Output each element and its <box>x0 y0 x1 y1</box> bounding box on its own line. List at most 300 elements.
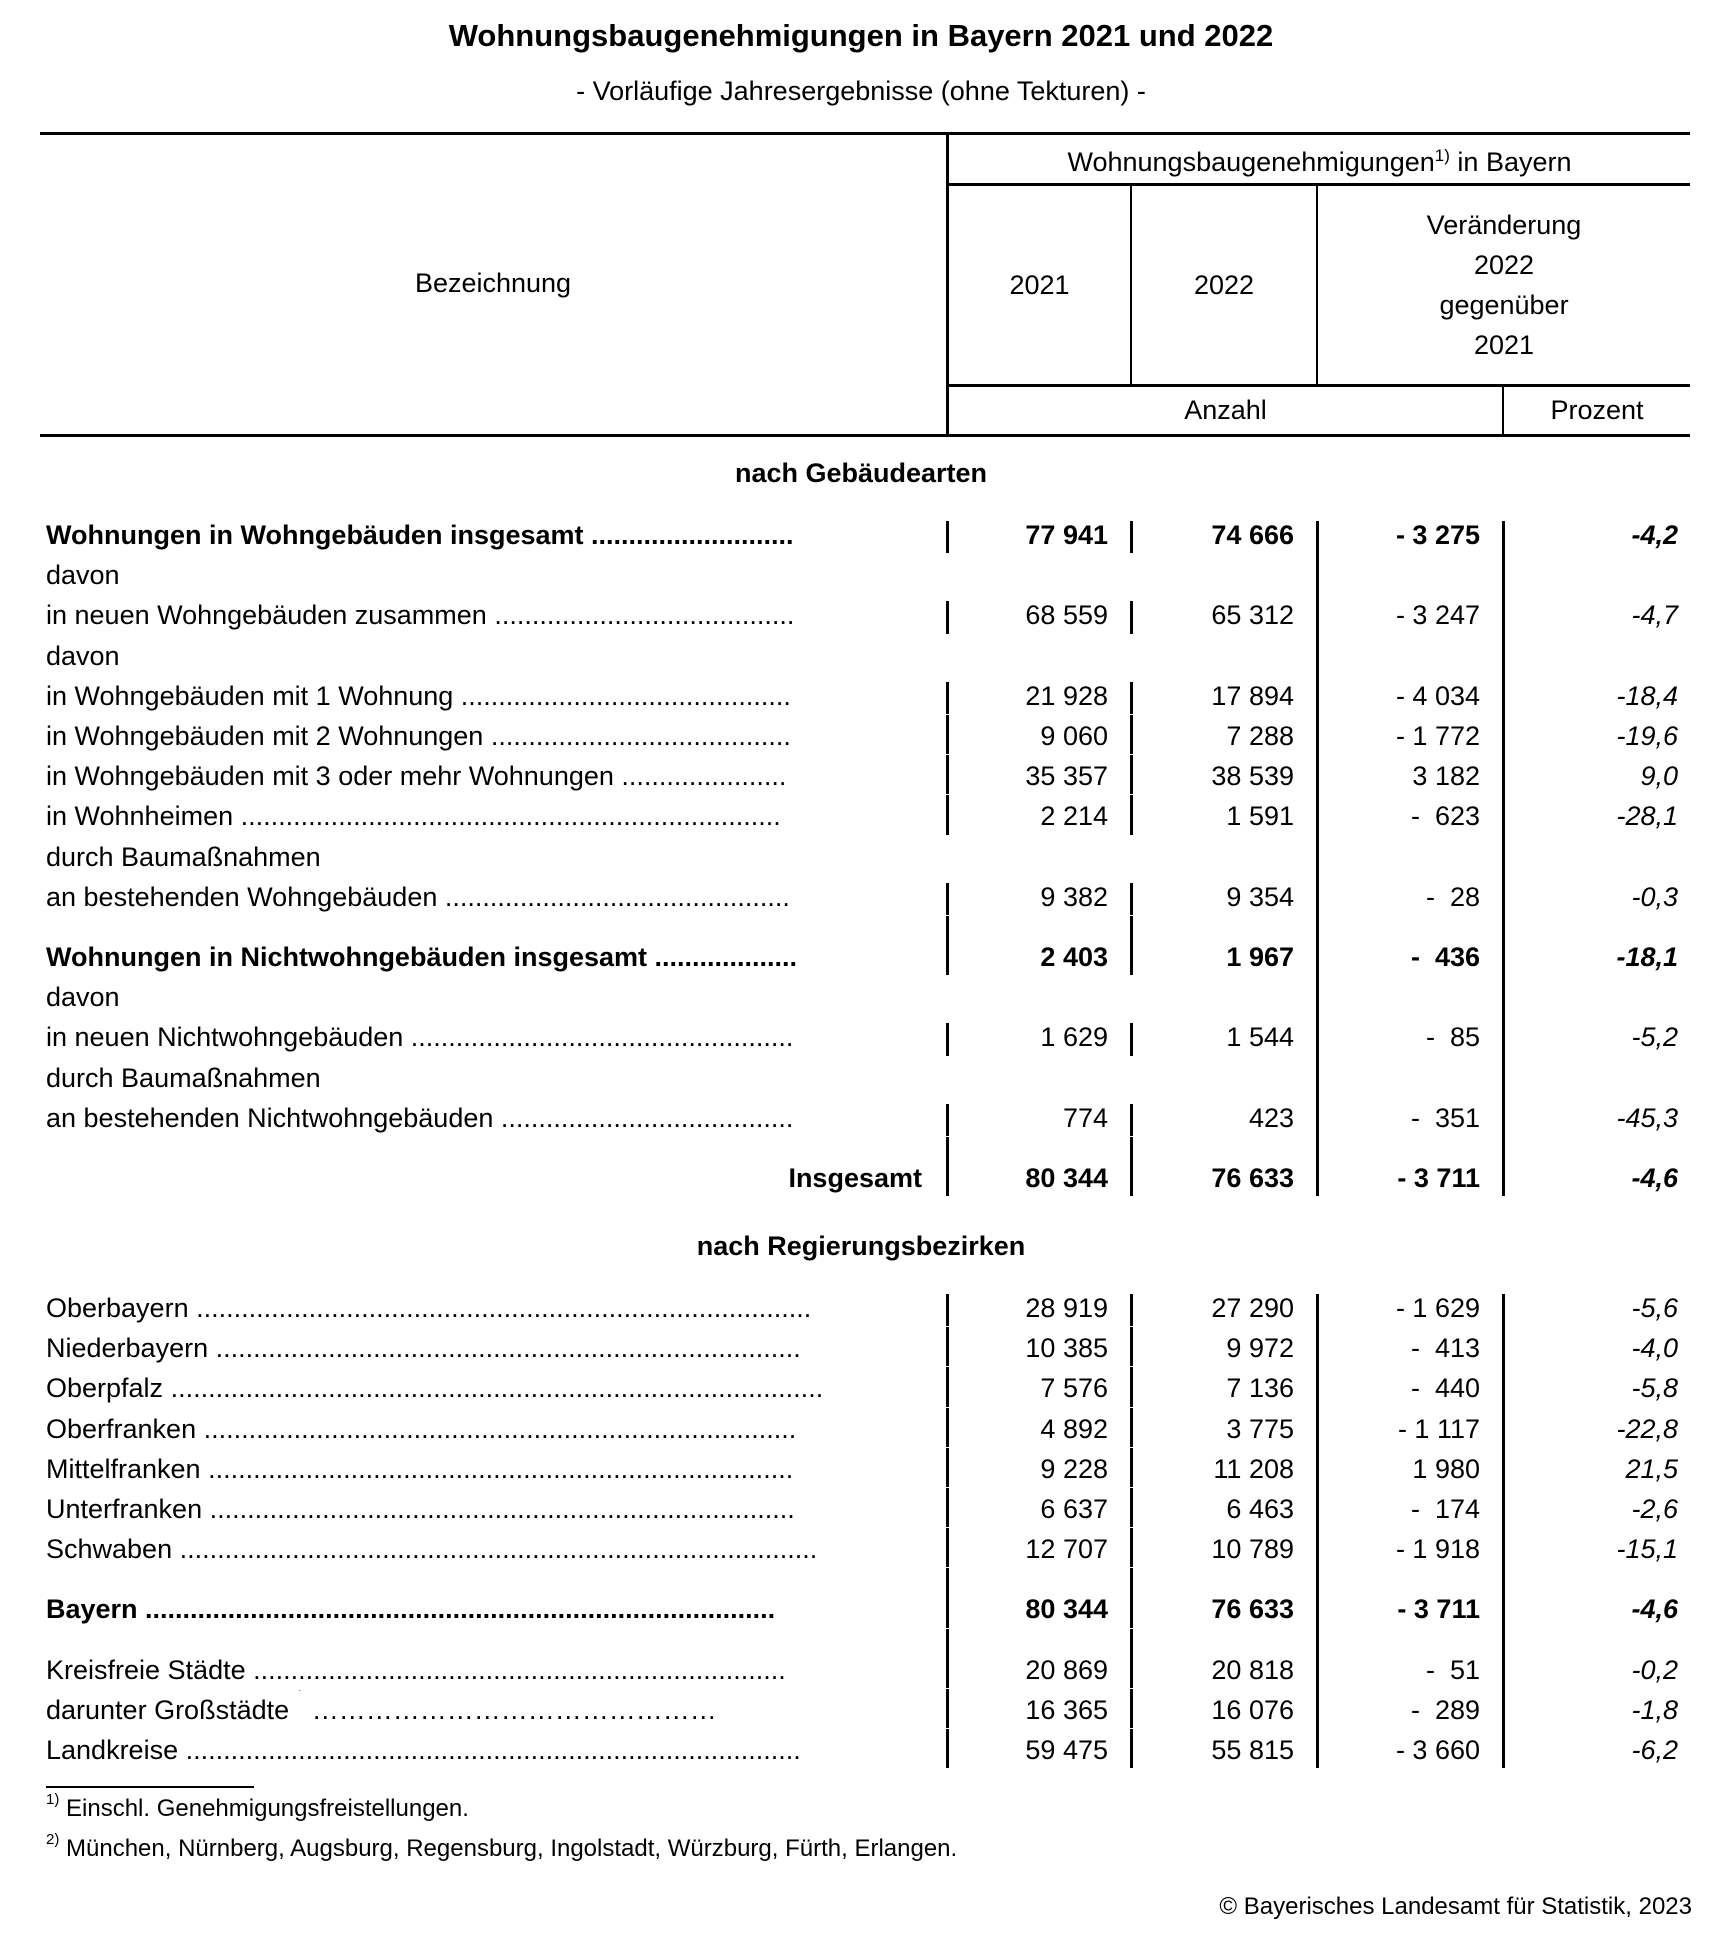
dot-leader: ....................................... <box>493 1102 794 1133</box>
row-label-text: davon <box>46 560 120 591</box>
table-row <box>0 595 1722 635</box>
value-change: - 623 <box>1410 801 1480 832</box>
row-label-text: Oberfranken <box>46 1413 197 1444</box>
column-divider <box>1316 1629 1319 1690</box>
header-group-text: Wohnungsbaugenehmigungen <box>1067 147 1435 177</box>
row-label <box>46 1288 922 1328</box>
table-row <box>0 1690 1722 1730</box>
dot-leader: ...................... <box>613 761 787 792</box>
column-divider <box>1130 682 1133 714</box>
row-label-text: in Wohngebäuden mit 1 Wohnung <box>46 680 454 711</box>
value-2021: 9 060 <box>1040 721 1108 751</box>
column-divider <box>1502 795 1505 836</box>
table-row <box>0 676 1722 716</box>
column-divider <box>946 795 949 834</box>
row-label <box>46 1589 922 1629</box>
table-row <box>0 1158 1722 1198</box>
row-label <box>46 716 922 756</box>
row-label-text: Schwaben <box>46 1534 173 1565</box>
row-label <box>46 1730 922 1770</box>
column-divider <box>1502 675 1505 716</box>
column-divider <box>946 521 949 553</box>
section-heading: nach Gebäudearten <box>734 458 988 488</box>
value-change: - 174 <box>1410 1494 1480 1524</box>
value-change: - 3 711 <box>1397 1594 1480 1625</box>
column-divider <box>1316 976 1319 1017</box>
column-divider <box>946 1294 949 1326</box>
dot-leader: ........................................ <box>483 721 791 751</box>
column-divider <box>1502 635 1505 676</box>
dot-leader: .................................................................................. <box>188 1293 812 1323</box>
column-divider <box>946 755 949 794</box>
row-label-text: an bestehenden Wohngebäuden <box>46 881 438 912</box>
row-label <box>46 1489 922 1529</box>
dot-leader: ........................................................................ <box>233 801 781 832</box>
column-divider <box>946 916 949 975</box>
column-divider <box>1502 715 1505 756</box>
column-divider <box>1502 1408 1505 1449</box>
page-subtitle: - Vorläufige Jahresergebnisse (ohne Tekturen) - <box>576 76 1146 106</box>
column-divider <box>946 883 949 915</box>
dot-leader: ................... <box>647 942 798 972</box>
column-divider <box>1316 1057 1319 1098</box>
value-percent: -45,3 <box>1616 1102 1678 1133</box>
row-label-text: Insgesamt <box>788 1163 922 1193</box>
value-2021: 9 382 <box>1040 881 1108 912</box>
value-percent: -28,1 <box>1616 801 1678 832</box>
value-2021: 16 365 <box>1025 1694 1108 1725</box>
value-percent: -2,6 <box>1631 1494 1678 1524</box>
column-divider <box>1316 795 1319 836</box>
column-divider <box>946 1448 949 1487</box>
column-divider <box>1316 521 1319 555</box>
footnote-1 <box>46 1791 469 1823</box>
row-label-text: Mittelfranken <box>46 1453 201 1484</box>
value-change: - 3 275 <box>1395 520 1480 550</box>
column-divider <box>946 1488 949 1527</box>
column-divider <box>1316 715 1319 756</box>
value-percent: -4,7 <box>1631 600 1678 631</box>
value-2022: 74 666 <box>1211 520 1294 550</box>
value-change: - 3 247 <box>1395 600 1480 631</box>
value-2022: 20 818 <box>1211 1654 1294 1685</box>
column-divider <box>1502 916 1505 977</box>
column-divider <box>1316 1729 1319 1768</box>
header-unit-rule <box>948 384 1690 387</box>
header-col-change <box>1318 205 1690 365</box>
dot-leader: ..................................................................................... <box>172 1534 818 1565</box>
row-label <box>46 1328 922 1368</box>
value-percent: -22,8 <box>1616 1413 1678 1444</box>
column-divider <box>1502 594 1505 635</box>
row-label <box>46 1690 922 1730</box>
dot-leader: ............................................................................... <box>196 1413 797 1444</box>
footnote-2 <box>46 1831 958 1863</box>
table-row <box>0 1730 1722 1770</box>
column-divider <box>1502 1528 1505 1569</box>
column-divider <box>946 1023 949 1055</box>
column-divider <box>1502 1367 1505 1408</box>
row-label <box>46 1409 922 1449</box>
dot-leader: ........................................ <box>486 600 795 631</box>
row-label <box>46 756 922 796</box>
column-divider <box>1316 876 1319 917</box>
column-divider <box>946 1689 949 1728</box>
dot-leader: ....................................................................................... <box>163 1373 824 1404</box>
value-change: 1 980 <box>1412 1453 1480 1484</box>
value-change: - 85 <box>1425 1022 1480 1053</box>
header-change-line: gegenüber <box>1439 290 1569 320</box>
dot-leader: .............................................. <box>437 881 790 912</box>
value-2021: 80 344 <box>1025 1594 1108 1625</box>
value-2021: 7 576 <box>1040 1373 1108 1404</box>
value-2022: 423 <box>1248 1102 1294 1133</box>
column-divider <box>1316 1568 1319 1629</box>
column-divider <box>1130 1448 1133 1487</box>
dot-leader: ........................... <box>583 520 794 550</box>
column-divider <box>1130 1729 1133 1768</box>
value-2021: 9 228 <box>1040 1453 1108 1484</box>
dot-leader: .............................................................................. <box>202 1494 795 1524</box>
row-label-text: in neuen Wohngebäuden zusammen <box>46 600 487 631</box>
value-2022: 76 633 <box>1211 1163 1294 1193</box>
header-change-line: 2022 <box>1473 250 1535 280</box>
column-divider <box>1316 594 1319 635</box>
dot-leader: .................................................................................. <box>178 1735 801 1765</box>
column-divider <box>1130 883 1133 915</box>
column-divider <box>1316 1294 1319 1328</box>
table-row <box>0 796 1722 836</box>
column-divider <box>1502 1629 1505 1690</box>
column-divider <box>1502 755 1505 796</box>
value-percent: -0,3 <box>1631 881 1678 912</box>
header-group-rule <box>948 183 1690 186</box>
value-percent: -4,2 <box>1631 520 1678 550</box>
column-divider <box>946 1104 949 1136</box>
row-label-text: in Wohngebäuden mit 2 Wohnungen <box>46 721 484 751</box>
value-2021: 68 559 <box>1025 600 1108 631</box>
value-change: - 1 772 <box>1395 721 1480 751</box>
row-label <box>46 1158 922 1198</box>
column-divider <box>1130 715 1133 754</box>
value-change: - 1 918 <box>1395 1534 1480 1565</box>
value-2021: 21 928 <box>1025 680 1108 711</box>
column-divider <box>1502 1568 1505 1629</box>
row-label <box>46 977 922 1017</box>
table-row <box>0 1529 1722 1569</box>
column-divider <box>1130 1023 1133 1055</box>
value-2021: 2 214 <box>1040 801 1108 832</box>
header-group-suffix: in Bayern <box>1449 147 1572 177</box>
value-2022: 9 354 <box>1226 881 1294 912</box>
value-2021: 10 385 <box>1025 1333 1108 1364</box>
row-label <box>46 1098 922 1138</box>
dot-leader: .................................................................................... <box>137 1594 776 1625</box>
table-row <box>0 1017 1722 1057</box>
table-row <box>0 1288 1722 1328</box>
column-divider <box>946 1327 949 1366</box>
value-2022: 7 136 <box>1226 1373 1294 1404</box>
value-2022: 9 972 <box>1226 1333 1294 1364</box>
row-label-text: Oberbayern <box>46 1293 189 1323</box>
value-change: - 413 <box>1410 1333 1480 1364</box>
column-divider <box>1316 635 1319 676</box>
row-label <box>46 1650 922 1690</box>
value-2022: 76 633 <box>1211 1594 1294 1625</box>
value-percent: -18,4 <box>1616 680 1678 711</box>
row-label <box>46 1058 922 1098</box>
table-row <box>0 1409 1722 1449</box>
row-label <box>46 837 922 877</box>
column-divider <box>1316 1137 1319 1196</box>
column-divider <box>1502 1097 1505 1138</box>
column-divider <box>1502 976 1505 1017</box>
table-row <box>0 1489 1722 1529</box>
dot-leader: ……………………………………… <box>304 1694 717 1725</box>
column-divider <box>946 715 949 754</box>
value-percent: -5,8 <box>1631 1373 1678 1404</box>
value-2022: 27 290 <box>1211 1293 1294 1323</box>
row-label-text: in Wohnheimen <box>46 801 234 832</box>
table-row <box>0 1650 1722 1690</box>
footnote-text: Einschl. Genehmigungsfreistellungen. <box>59 1795 469 1822</box>
column-divider <box>1130 795 1133 834</box>
row-label <box>46 1017 922 1057</box>
row-label-text: darunter Großstädte <box>46 1694 290 1725</box>
column-divider <box>946 1367 949 1406</box>
table-row <box>0 1589 1722 1629</box>
value-change: 3 182 <box>1412 761 1480 792</box>
value-change: - 4 034 <box>1395 680 1480 711</box>
footnote-rule <box>46 1786 254 1788</box>
row-label <box>46 515 922 555</box>
value-2022: 55 815 <box>1211 1735 1294 1765</box>
value-2022: 38 539 <box>1211 761 1294 792</box>
copyright: © Bayerisches Landesamt für Statistik, 2023 <box>1219 1893 1692 1920</box>
column-divider <box>946 1729 949 1768</box>
value-2022: 1 591 <box>1226 801 1294 832</box>
table-row-label <box>0 837 1722 877</box>
footnote-mark: 1) <box>46 1791 60 1808</box>
column-divider <box>1316 1408 1319 1449</box>
column-divider <box>1130 916 1133 975</box>
value-2022: 65 312 <box>1211 600 1294 631</box>
row-label <box>46 1368 922 1408</box>
row-label <box>46 595 922 635</box>
value-2022: 10 789 <box>1211 1534 1294 1565</box>
value-change: - 3 711 <box>1397 1163 1480 1193</box>
value-percent: 9,0 <box>1640 761 1678 792</box>
value-change: - 351 <box>1410 1102 1480 1133</box>
column-divider <box>1130 1488 1133 1527</box>
table-row-label <box>0 1058 1722 1098</box>
column-divider <box>1316 554 1319 595</box>
column-divider <box>1130 1629 1133 1688</box>
table-row <box>0 1368 1722 1408</box>
header-group-label <box>949 142 1690 182</box>
column-divider <box>1316 1448 1319 1489</box>
column-divider <box>1502 836 1505 877</box>
row-label <box>46 676 922 716</box>
value-change: - 3 660 <box>1395 1735 1480 1765</box>
column-divider <box>1502 1729 1505 1768</box>
value-2022: 17 894 <box>1211 680 1294 711</box>
value-2021: 2 403 <box>1040 942 1108 972</box>
row-label <box>46 1449 922 1489</box>
row-label <box>46 555 922 595</box>
section-heading: nach Regierungsbezirken <box>696 1231 1026 1261</box>
value-change: - 289 <box>1410 1694 1480 1725</box>
column-divider <box>1502 1137 1505 1196</box>
row-label-text: davon <box>46 640 120 671</box>
page-title: Wohnungsbaugenehmigungen in Bayern 2021 und 2022 <box>448 18 1274 53</box>
column-divider <box>1502 876 1505 917</box>
value-percent: -6,2 <box>1631 1735 1678 1765</box>
value-2021: 20 869 <box>1025 1654 1108 1685</box>
table-row <box>0 1449 1722 1489</box>
column-divider <box>1130 1137 1133 1196</box>
column-divider <box>1316 755 1319 796</box>
value-percent: -15,1 <box>1616 1534 1678 1565</box>
value-2022: 7 288 <box>1226 721 1294 751</box>
value-percent: -1,8 <box>1631 1694 1678 1725</box>
column-divider <box>1316 1689 1319 1730</box>
row-label-text: Niederbayern <box>46 1333 209 1364</box>
column-divider <box>1316 916 1319 977</box>
column-divider <box>946 1568 949 1627</box>
value-2021: 35 357 <box>1025 761 1108 792</box>
column-divider <box>946 601 949 633</box>
value-2021: 1 629 <box>1040 1022 1108 1053</box>
row-label-text: davon <box>46 982 120 1013</box>
value-2022: 3 775 <box>1226 1413 1294 1444</box>
column-divider <box>1130 755 1133 794</box>
column-divider <box>1316 1367 1319 1408</box>
table-row <box>0 877 1722 917</box>
table-row <box>0 937 1722 977</box>
row-label-text: Oberpfalz <box>46 1373 164 1404</box>
value-2021: 4 892 <box>1040 1413 1108 1444</box>
column-divider <box>1502 1016 1505 1057</box>
column-divider <box>1502 521 1505 555</box>
dot-leader: ....................................................................... <box>245 1654 786 1685</box>
table-row <box>0 756 1722 796</box>
dot-leader: ............................................ <box>453 680 791 711</box>
value-2021: 80 344 <box>1025 1163 1108 1193</box>
value-percent: -18,1 <box>1616 942 1678 972</box>
table-row-label <box>0 636 1722 676</box>
column-divider <box>946 682 949 714</box>
column-divider <box>1316 675 1319 716</box>
column-divider <box>1130 1568 1133 1627</box>
column-divider <box>1316 1097 1319 1138</box>
column-divider <box>1316 1016 1319 1057</box>
row-label <box>46 636 922 676</box>
column-divider <box>1130 1528 1133 1567</box>
row-label-text: durch Baumaßnahmen <box>46 1062 321 1093</box>
footnote-ref-1: 1) <box>1434 146 1450 165</box>
value-2022: 6 463 <box>1226 1494 1294 1524</box>
table-row <box>0 716 1722 756</box>
row-label-text: in Wohngebäuden mit 3 oder mehr Wohnungen <box>46 761 614 792</box>
row-label <box>46 1529 922 1569</box>
column-divider <box>1502 1488 1505 1529</box>
value-2021: 77 941 <box>1025 520 1108 550</box>
row-label <box>46 937 922 977</box>
column-divider <box>1316 1528 1319 1569</box>
row-label-text: durch Baumaßnahmen <box>46 841 321 872</box>
value-change: - 436 <box>1410 942 1480 972</box>
row-label <box>46 877 922 917</box>
column-divider <box>1502 1327 1505 1368</box>
value-percent: -5,2 <box>1631 1022 1678 1053</box>
column-divider <box>1130 1327 1133 1366</box>
value-2021: 774 <box>1062 1102 1108 1133</box>
row-label <box>46 796 922 836</box>
value-percent: 21,5 <box>1625 1453 1678 1484</box>
column-divider <box>1130 521 1133 553</box>
row-label-text: in neuen Nichtwohngebäuden <box>46 1022 404 1053</box>
value-percent: -4,6 <box>1631 1163 1678 1193</box>
value-2021: 28 919 <box>1025 1293 1108 1323</box>
column-divider <box>946 1629 949 1688</box>
column-divider <box>1502 554 1505 595</box>
footnote-ref-2 <box>289 1690 304 1691</box>
row-label-text: Wohnungen in Wohngebäuden insgesamt <box>46 520 584 550</box>
value-percent: -4,0 <box>1631 1333 1678 1364</box>
table-row-label <box>0 555 1722 595</box>
row-label-text: Wohnungen in Nichtwohngebäuden insgesamt <box>46 942 648 972</box>
column-divider <box>1316 1327 1319 1368</box>
column-divider <box>1502 1448 1505 1489</box>
value-2022: 11 208 <box>1213 1453 1294 1484</box>
value-2022: 16 076 <box>1211 1694 1294 1725</box>
header-change-line: 2021 <box>1473 330 1535 360</box>
value-change: - 28 <box>1425 881 1480 912</box>
table-row <box>0 1328 1722 1368</box>
value-percent: -4,6 <box>1631 1594 1678 1625</box>
value-2021: 12 707 <box>1025 1534 1108 1565</box>
column-divider <box>1316 1488 1319 1529</box>
value-percent: -0,2 <box>1631 1654 1678 1685</box>
column-divider <box>1130 1408 1133 1447</box>
column-divider <box>1130 1367 1133 1406</box>
footnote-mark: 2) <box>46 1831 60 1848</box>
header-bottom-rule <box>40 434 1690 437</box>
column-divider <box>1502 1689 1505 1730</box>
table-row <box>0 515 1722 555</box>
value-percent: -19,6 <box>1616 721 1678 751</box>
column-divider <box>946 1408 949 1447</box>
header-change-line: Veränderung <box>1426 210 1582 240</box>
value-change: - 1 117 <box>1397 1413 1480 1444</box>
row-label-text: an bestehenden Nichtwohngebäuden <box>46 1102 494 1133</box>
column-divider <box>1502 1294 1505 1328</box>
dot-leader: ................................................... <box>403 1022 794 1053</box>
column-divider <box>946 1137 949 1196</box>
table-row-label <box>0 977 1722 1017</box>
value-2021: 59 475 <box>1025 1735 1108 1765</box>
row-label-text: Unterfranken <box>46 1494 203 1524</box>
dot-leader: .............................................................................. <box>208 1333 801 1364</box>
row-label-text: Bayern <box>46 1594 138 1625</box>
value-percent: -5,6 <box>1631 1293 1678 1323</box>
value-2022: 1 544 <box>1226 1022 1294 1053</box>
header-col-2022: 2022 <box>1193 270 1255 300</box>
value-change: - 51 <box>1425 1654 1480 1685</box>
column-divider <box>1130 601 1133 633</box>
header-unit-percent: Prozent <box>1550 395 1644 425</box>
